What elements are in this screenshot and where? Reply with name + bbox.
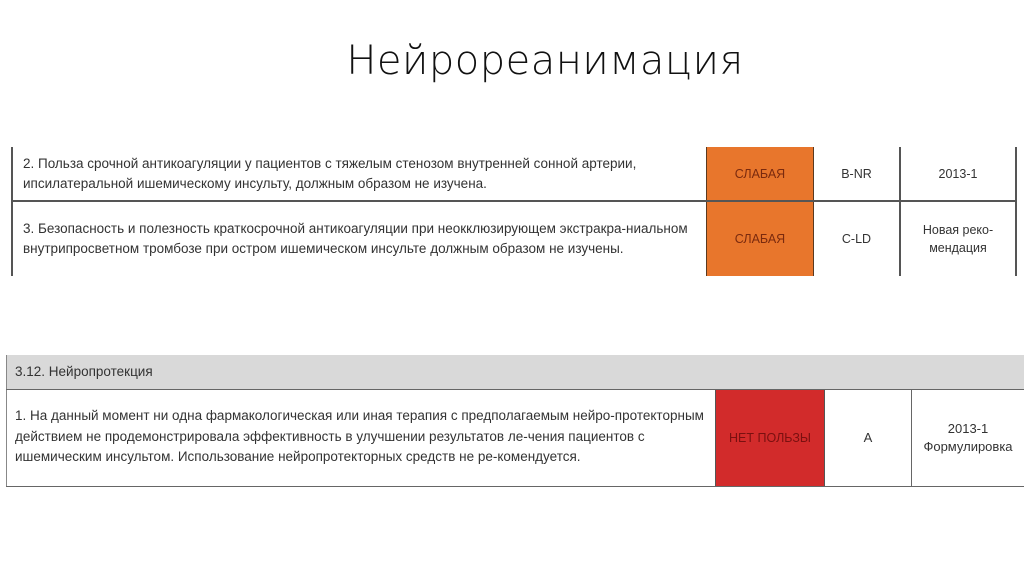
- section-header-row: [7, 355, 1024, 390]
- version-cell: Новая реко-мендация: [900, 201, 1016, 276]
- recommendation-text: 3. Безопасность и полезность краткосрочной антикоагуляции при неокклюзирующем экстракра-ниальном внутрипросветном тромбозе при остром ишемическом инсульте должным образом не изучены.: [12, 201, 707, 276]
- table-row: [12, 201, 1016, 276]
- version-year: 2013-1: [947, 421, 989, 436]
- section-header: 3.12. Нейропротекция: [7, 355, 1024, 390]
- recommendation-text: 1. На данный момент ни одна фармакологическая или иная терапия с предполагаемым нейро-протекторным действием не продемонстрировала эффективность в улучшении результатов ле-чения пациентов с ишемическим инсультом. Использование нейропротекторных средств не ре-комендуется.: [7, 390, 716, 487]
- strength-badge: СЛАБАЯ: [707, 147, 814, 201]
- recommendation-text: 2. Польза срочной антикоагуляции у пациентов с тяжелым стенозом внутренней сонной артерии, ипсилатеральной ишемическому инсульту, должным образом не изучена.: [12, 147, 707, 201]
- strength-badge: НЕТ ПОЛЬЗЫ: [716, 390, 825, 487]
- version-note: Формулировка: [923, 439, 1013, 454]
- recommendations-table-anticoagulation: [11, 147, 1017, 276]
- strength-badge: СЛАБАЯ: [707, 201, 814, 276]
- evidence-level: C-LD: [814, 201, 901, 276]
- evidence-level: B-NR: [814, 147, 901, 201]
- version-cell: [912, 390, 1024, 487]
- version-cell: 2013-1: [900, 147, 1016, 201]
- evidence-level: А: [825, 390, 912, 487]
- recommendations-table-neuroprotection: [6, 355, 1024, 487]
- table-row: [7, 390, 1024, 487]
- slide-title: Нейрореанимация: [346, 38, 744, 84]
- table-row: [12, 147, 1016, 201]
